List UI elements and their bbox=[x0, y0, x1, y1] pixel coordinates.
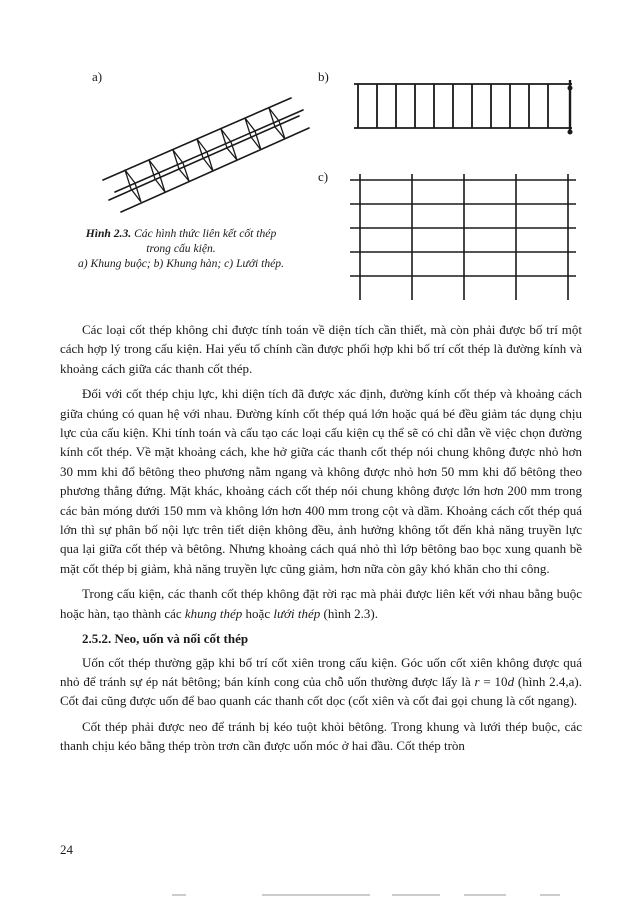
paragraph-4-end: (hình 2.4,a). Cốt đai cũng được uốn để bao quanh các thanh cốt dọc (cốt xiên và cốt đai gọi chung là cốt ngang). bbox=[60, 673, 582, 709]
formula-d: d bbox=[507, 673, 515, 689]
figure-label-c: c) bbox=[318, 169, 329, 184]
caption-subtitle: a) Khung buộc; b) Khung hàn; c) Lưới thép. bbox=[77, 257, 285, 270]
figure-caption bbox=[52, 226, 310, 271]
formula-r: r bbox=[474, 673, 480, 689]
caption-number: Hình 2.3. bbox=[85, 227, 132, 240]
paragraph-3 bbox=[60, 584, 582, 623]
welded-frame-drawing bbox=[350, 76, 580, 138]
figure-label-b: b) bbox=[318, 69, 329, 84]
formula-mid: = 10 bbox=[479, 673, 508, 689]
paragraph-4 bbox=[60, 653, 582, 711]
paragraph-2: Đối với cốt thép chịu lực, khi diện tích đã được xác định, đường kính cốt thép và khoảng cách giữa chúng có quan hệ với nhau. Đường kính cốt thép quá lớn hoặc quá bé đều giảm tác dụng chịu lực của cấu kiện. Khi tính toán và cấu tạo các loại cấu kiện cụ thể sẽ có chỉ dẫn về việc chọn đường kính cốt thép. Về mặt khoảng cách, khe hở giữa các thanh cốt thép nói chung không được nhỏ hơn 30 mm khi đổ bêtông theo phương nằm ngang và không được nhỏ hơn 50 mm khi đổ bêtông theo phương thẳng đứng. Mặt khác, khoảng cách cốt thép nói chung không được lớn hơn 200 mm trong các bản móng dưới 150 mm và không lớn hơn 400 mm trong cột và dầm. Khoảng cách cốt thép quá lớn thì sự phân bố nội lực trên tiết diện không đều, ảnh hưởng không tốt đến khả năng truyền lực qua lại giữa cốt thép và bêtông. Nhưng khoảng cách quá nhỏ thì lớp bêtông bao bọc xung quanh bề mặt cốt thép bị giảm, khả năng truyền lực cũng giảm, hơn nữa còn gây khó khăn cho thi công. bbox=[60, 386, 582, 576]
caption-title-part1: Các hình thức liên kết cốt thép bbox=[134, 227, 277, 240]
paragraph-3-end: (hình 2.3). bbox=[320, 605, 379, 621]
caption-title-part2: trong cấu kiện. bbox=[146, 242, 216, 255]
section-heading: 2.5.2. Neo, uốn và nối cốt thép bbox=[82, 631, 249, 647]
caption-line-1 bbox=[52, 226, 310, 241]
paragraph-4-start: Uốn cốt thép thường gặp khi bố trí cốt xiên trong cấu kiện. Góc uốn cốt xiên không được quá nhỏ để tránh sự ép nát bêtông; bán kính cong của chỗ uốn thường được lấy là bbox=[60, 654, 582, 689]
paragraph-3-mid: hoặc bbox=[242, 605, 274, 621]
steel-mesh-drawing bbox=[350, 172, 582, 304]
figure-label-a: a) bbox=[92, 69, 103, 84]
body-text bbox=[60, 320, 582, 762]
tied-cage-drawing bbox=[95, 88, 315, 218]
paragraph-3-start: Trong cấu kiện, các thanh cốt thép không đặt rời rạc mà phải được liên kết với nhau bằng buộc hoặc hàn, tạo thành các bbox=[60, 586, 582, 621]
term-steel-frame: khung thép bbox=[184, 605, 243, 621]
term-steel-mesh: lưới thép bbox=[273, 605, 321, 621]
paragraph-5: Cốt thép phải được neo để tránh bị kéo tuột khỏi bêtông. Trong khung và lưới thép buộc, các thanh chịu kéo bằng thép tròn trơn cần được uốn móc ở hai đầu. Cốt thép tròn bbox=[60, 718, 582, 754]
paragraph-1: Các loại cốt thép không chỉ được tính toán về diện tích cần thiết, mà còn phải được bố trí một cách hợp lý trong cấu kiện. Hai yếu tố chính cần được phối hợp khi bố trí cốt thép là đường kính và khoảng cách giữa các thanh cốt thép. bbox=[60, 322, 582, 376]
scan-edge-marks bbox=[0, 885, 638, 905]
page-number: 24 bbox=[60, 842, 73, 857]
